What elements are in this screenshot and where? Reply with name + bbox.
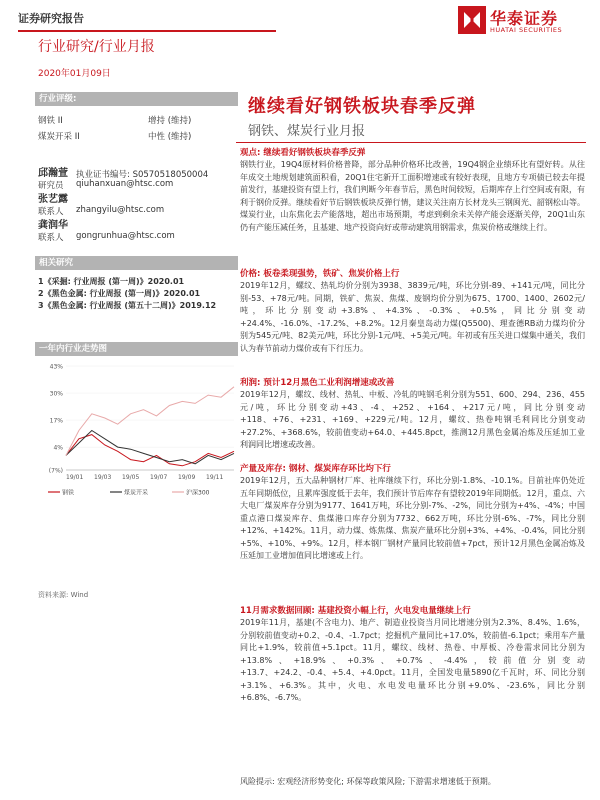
analyst-gong [38,216,238,242]
report-category: 行业研究/行业月报 [38,39,155,55]
section-title-viewpoint: 观点: 继续看好钢铁板块春季反弹 [240,148,366,158]
y-tick-label: 30% [49,390,63,398]
related-heading: 相关研究 [35,256,238,270]
section-title-price: 价格: 板卷柔现强势，铁矿、焦炭价格上行 [240,269,400,279]
x-tick-label: 19/05 [122,474,140,481]
series-line [66,435,234,466]
y-tick-label: 17% [49,417,63,425]
analyst-qiu [38,164,238,190]
rating-row-coal [38,130,238,142]
huatai-logo [458,4,593,46]
rating-row-steel [38,114,238,126]
y-tick-label: 43% [49,363,63,371]
huatai-logo-icon [458,6,486,34]
y-tick-label: 4% [53,444,63,452]
legend-label: 钢铁 [62,489,75,497]
x-tick-label: 19/11 [206,474,224,481]
risk-warning: 风险提示: 宏观经济形势变化; 环保等政策风险; 下游需求增速低于预期。 [240,777,496,786]
x-tick-label: 19/03 [94,474,112,481]
analyst-cert: 执业证书编号: S0570518050004 [76,170,209,180]
related-item[interactable]: 2《黑色金属: 行业周报 (第一周)》2020.01 [38,289,201,298]
analyst-name: 龚润华 [38,220,68,231]
report-type: 证券研究报告 [18,12,84,25]
page-title: 继续看好钢铁板块春季反弹 [248,96,476,117]
rating-value: 增持 (维持) [148,116,192,126]
logo-en-text: HUATAI SECURITIES [490,26,563,34]
x-tick-label: 19/01 [66,474,84,481]
analyst-role: 联系人 [38,207,64,217]
related-item[interactable]: 3《黑色金属: 行业周报 (第五十二周)》2019.12 [38,301,217,310]
analyst-name: 邱瀚萱 [38,168,68,179]
chart-source: 资料来源: Wind [38,591,89,599]
x-tick-label: 19/09 [178,474,196,481]
logo-cn-text: 华泰证券 [490,9,559,28]
analyst-role: 研究员 [38,181,64,191]
rating-name: 煤炭开采 II [38,132,80,142]
legend-label: 沪深300 [186,489,210,497]
trend-chart-heading: 一年内行业走势图 [35,342,238,356]
rating-name: 钢铁 II [38,116,63,126]
section-title-demand: 11月需求数据回顾: 基建投资小幅上行，火电发电量继续上行 [240,606,471,616]
rating-value: 中性 (维持) [148,132,192,142]
section-body-demand: 2019年11月，基建(不含电力)、地产、制造业投资当月同比增速分别为2.3%、8.4%、1.6%，分别较前值变动+0.2、-0.4、-1.7pct；挖掘机产量同比+17.0%，较前值-6.1pct；乘用车产量同比+1.9%，较前值+5.1pct。11月，螺纹、线材、热卷、中厚板、冷卷需求同比分别为+13.8%、+18.9%、+0.3%、+0.7%、-4.4%，较前值分别变动+13.7、+24.2、-0.4、+5.4、+4.0pct。11月，全国发电量5890亿千瓦时，环、同比分别+3.1%、+6.3%。其中，火电、水电发电量环比分别+9.0%、-23.6%，同比分别+6.8%、-6.7%。 [240,618,585,702]
x-tick-label: 19/07 [150,474,168,481]
section-body-viewpoint: 钢铁行业，19Q4原材料价格普降，部分品种价格环比改善，19Q4钢企业绩环比有望好转。从往年成交土地规划建筑面积看，20Q1住宅新开工面积增速或有较好表现，且地方专项债已较去年提前发行，基建投资有望上行，我们判断今年春节后，黑色时间较短，后期库存上行空间或有限，有利于钢价反弹。继续看好节后钢铁板块反弹行情，建议关注南方长材龙头三钢闽光、韶钢松山等。煤炭行业，山东焦化去产能落地，超出市场预期，考虑到剩余未关停产能会逐渐关停，20Q1山东仍有产能压减任务，且基建、地产投资向好或带动建筑用钢需求，焦炭价格或继续上行。 [240,160,585,232]
analyst-email[interactable]: gongrunhua@htsc.com [76,231,175,241]
analyst-email[interactable]: qiuhanxuan@htsc.com [76,179,174,189]
legend-label: 煤炭开采 [124,489,149,497]
section-title-output: 产量及库存: 钢材、煤炭库存环比均下行 [240,464,391,474]
series-line [66,387,234,456]
report-date: 2020年01月09日 [38,69,111,79]
section-body-profit: 2019年12月，螺纹、线材、热轧、中板、冷轧的吨钢毛利分别为551、600、294、236、455元/吨，环比分别变动+43、-4、+252、+164、+217元/吨，同比分别变动+118、+76、+231、+169、+229元/吨。12月，螺纹、热卷吨钢毛利同比分别变动+27.2%、+368.6%，较前值变动+64.0、+445.8pct，推测12月黑色金属冶炼及压延加工业利润同比增速或改善。 [240,390,585,449]
rating-heading: 行业评级: [35,92,238,106]
section-body-output: 2019年12月，五大品种钢材厂库、社库继续下行，环比分别-1.8%、-10.1%。目前社库仍处近五年同期低位，且累库强度低于去年，我们预计节后库存有望较2019年同期低。12月，重点、六大电厂煤炭库存分别为9177、1641万吨，环比分别-7%、-2%，同比分别为+4%、-4%；中国重点港口煤炭库存、焦煤港口库存分别为7732、662万吨，环比分别-6%、-7%，同比分别+12%、+142%。11月，动力煤、炼焦煤、焦炭产量环比分别+3%、+4%、-0.4%，同比分别+5%、+10%、+9%。12月，样本钢厂钢材产量同比较前值+7pct，预计12月黑色金属冶炼及压延加工业增加值同比增速或上行。 [240,476,585,560]
related-item[interactable]: 1《采掘: 行业周报 (第一周)》2020.01 [38,277,185,286]
section-title-profit: 利润: 预计12月黑色工业利润增速或改善 [240,378,395,388]
analyst-role: 联系人 [38,233,64,243]
analyst-zhang [38,190,238,216]
related-list [38,276,238,312]
trend-chart [38,360,238,500]
section-body-price: 2019年12月，螺纹、热轧均价分别为3938、3839元/吨，环比分别-89、+141元/吨，同比分别-53、+78元/吨。同期，铁矿、焦炭、焦煤、废钢均价分别为675、1700、1400、2602元/吨，环比分别变动+3.8%、+4.3%、-0.3%、+0.5%，同比分别变动+24.4%、-16.0%、-17.2%、+8.2%。12月秦皇岛动力煤(Q5500)、理查德RB动力煤均价分别为545元/吨、82美元/吨，环比分别-1元/吨、+5美元/吨。年初或有压关进口煤集中通关，我们认为春节前动力煤价或有下行压力。 [240,281,585,353]
y-tick-label: (7%) [48,467,63,475]
page-subtitle: 钢铁、煤炭行业月报 [248,124,366,139]
analyst-name: 张艺露 [38,194,68,205]
analyst-email[interactable]: zhangyilu@htsc.com [76,205,165,215]
